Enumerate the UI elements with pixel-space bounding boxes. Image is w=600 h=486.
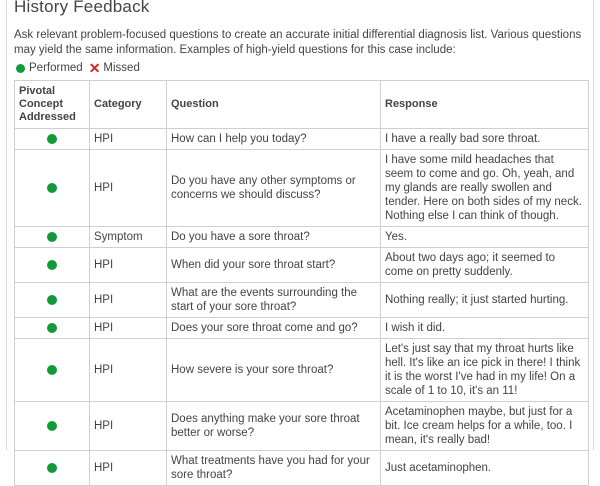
pivotal-cell [15,339,90,402]
table-row [15,283,589,318]
pivotal-cell [15,283,90,318]
question-cell: When did your sore throat start? [167,248,381,283]
table-row [15,451,589,486]
table-row [15,248,589,283]
response-cell: I have a really bad sore throat. [381,129,589,150]
category-cell: HPI [90,248,167,283]
performed-dot-icon [47,421,57,431]
category-cell: HPI [90,451,167,486]
response-cell: I wish it did. [381,318,589,339]
table-row [15,318,589,339]
question-cell: How severe is your sore throat? [167,339,381,402]
performed-dot-icon [47,183,57,193]
performed-dot-icon [47,134,57,144]
missed-x-icon: ✕ [88,59,101,76]
response-cell: Nothing really; it just started hurting. [381,283,589,318]
legend-performed-label: Performed [29,62,83,74]
response-cell: Just acetaminophen. [381,451,589,486]
header-response: Response [381,81,589,129]
header-pivotal: Pivotal Concept Addressed [15,81,90,129]
question-cell: What are the events surrounding the start of your sore throat? [167,283,381,318]
response-cell: Yes. [381,227,589,248]
question-cell: Do you have a sore throat? [167,227,381,248]
performed-dot-icon [47,260,57,270]
category-cell: HPI [90,129,167,150]
header-question: Question [167,81,381,129]
intro-text: Ask relevant problem-focused questions to create an accurate initial differential diagnosis list. Various questions may yield the same information. Examples of high-yield questions for this case include: [14,29,582,56]
category-cell: HPI [90,283,167,318]
category-cell: HPI [90,402,167,451]
category-cell: HPI [90,339,167,402]
question-cell: Does anything make your sore throat better or worse? [167,402,381,451]
table-row [15,227,589,248]
pivotal-cell [15,248,90,283]
history-feedback-table [14,80,589,486]
pivotal-cell [15,150,90,227]
page-title: History Feedback [14,0,150,16]
question-cell: How can I help you today? [167,129,381,150]
response-cell: Acetaminophen maybe, but just for a bit. Ice cream helps for a while, too. I mean, it's really bad! [381,402,589,451]
performed-dot-icon [47,323,57,333]
header-category: Category [90,81,167,129]
performed-dot-icon [47,365,57,375]
pivotal-cell [15,129,90,150]
table-row [15,339,589,402]
pivotal-cell [15,227,90,248]
pivotal-cell [15,451,90,486]
question-cell: Do you have any other symptoms or concerns we should discuss? [167,150,381,227]
pivotal-cell [15,318,90,339]
response-cell: Let's just say that my throat hurts like hell. It's like an ice pick in there! I think it is the worst I've had in my life! On a scale of 1 to 10, it's an 11! [381,339,589,402]
performed-dot-icon [47,295,57,305]
category-cell: HPI [90,150,167,227]
category-cell: Symptom [90,227,167,248]
response-cell: About two days ago; it seemed to come on pretty suddenly. [381,248,589,283]
pivotal-cell [15,402,90,451]
response-cell: I have some mild headaches that seem to come and go. Oh, yeah, and my glands are really swollen and tender. Here on both sides of my neck. Nothing else I can think of though. [381,150,589,227]
category-cell: HPI [90,318,167,339]
legend-missed-label: Missed [103,62,140,74]
performed-dot-icon [47,463,57,473]
table-header-row [15,81,589,129]
table-row [15,402,589,451]
performed-dot-icon [16,64,25,73]
table-row [15,129,589,150]
question-cell: Does your sore throat come and go? [167,318,381,339]
legend [16,59,140,76]
question-cell: What treatments have you had for your sore throat? [167,451,381,486]
performed-dot-icon [47,232,57,242]
table-row [15,150,589,227]
